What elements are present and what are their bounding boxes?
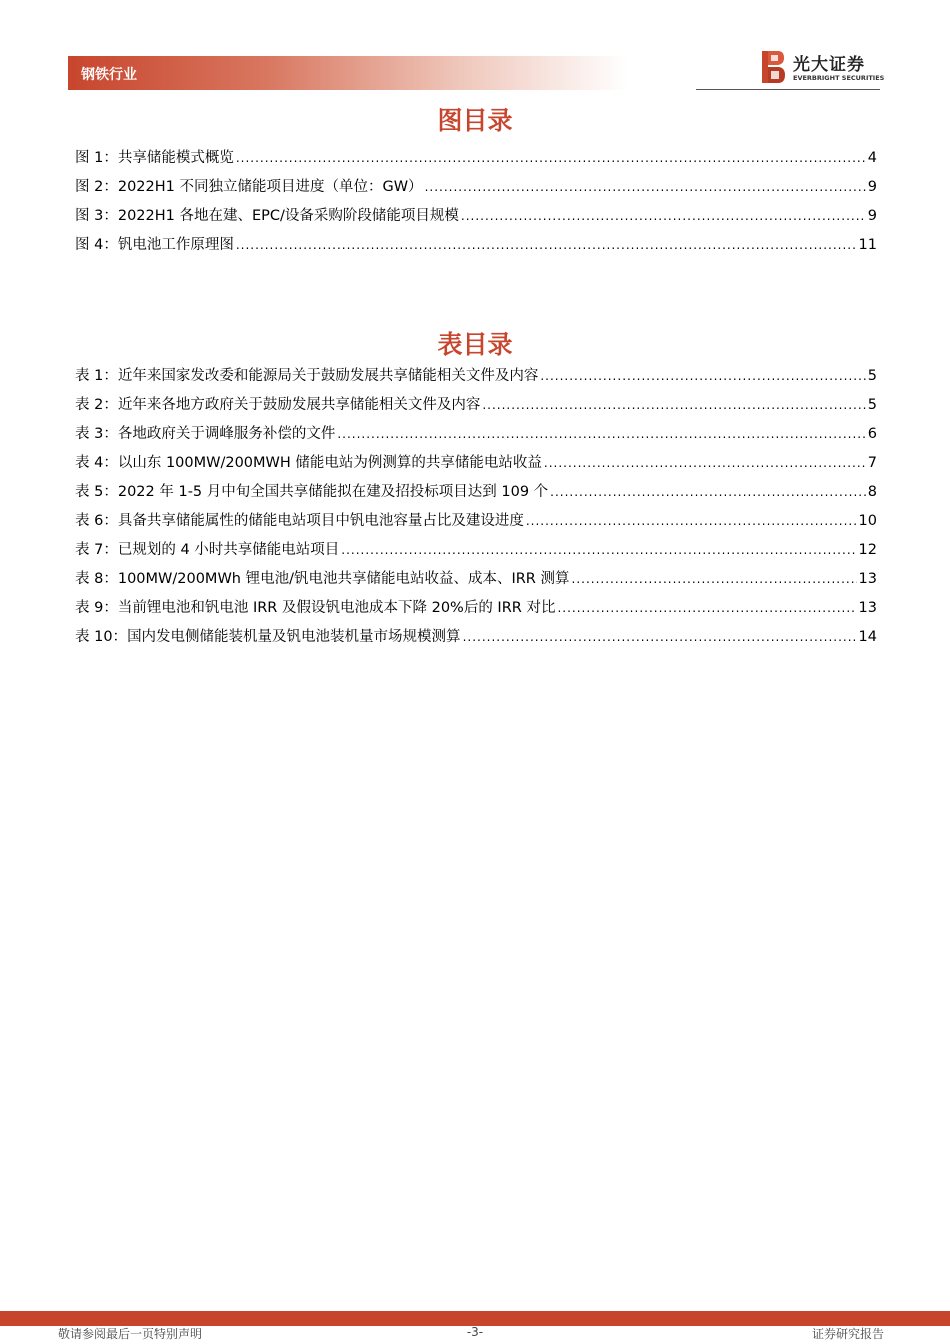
toc-entry-text: 以山东 100MW/200MWH 储能电站为例测算的共享储能电站收益 xyxy=(117,455,542,471)
toc-entry-page: 9 xyxy=(867,179,877,195)
toc-entry[interactable] xyxy=(75,177,877,206)
toc-entry-label: 表 10： xyxy=(75,629,128,645)
toc-entry-page: 11 xyxy=(858,237,877,253)
brand-name: 光大证券 xyxy=(793,55,865,75)
toc-entry[interactable] xyxy=(75,598,877,627)
table-toc-title: 表目录 xyxy=(437,330,513,359)
toc-entry-page: 12 xyxy=(858,542,877,558)
toc-entry-page: 10 xyxy=(858,513,877,529)
toc-entry-text: 当前锂电池和钒电池 IRR 及假设钒电池成本下降 20%后的 IRR 对比 xyxy=(117,600,556,616)
footer-page-number: -3- xyxy=(466,1325,484,1339)
toc-entry-page: 9 xyxy=(867,208,877,224)
toc-entry-label: 图 1： xyxy=(75,150,118,166)
industry-label: 钢铁行业 xyxy=(81,67,137,83)
brand-logo xyxy=(760,49,885,87)
toc-entry[interactable] xyxy=(75,627,877,656)
toc-entry[interactable] xyxy=(75,569,877,598)
toc-entry-page: 6 xyxy=(867,426,877,442)
toc-entry-label: 表 1： xyxy=(75,368,118,384)
toc-entry-page: 13 xyxy=(858,600,877,616)
toc-entry-label: 表 8： xyxy=(75,571,118,587)
toc-entry-label: 表 7： xyxy=(75,542,118,558)
brand-name-en: EVERBRIGHT SECURITIES xyxy=(793,74,885,82)
toc-entry-text: 2022 年 1-5 月中旬全国共享储能拟在建及招投标项目达到 109 个 xyxy=(117,484,549,500)
toc-entry-label: 图 3： xyxy=(75,208,118,224)
dot-leader xyxy=(461,206,866,226)
toc-entry-text: 具备共享储能属性的储能电站项目中钒电池容量占比及建设进度 xyxy=(117,513,524,529)
footer-disclaimer: 敬请参阅最后一页特别声明 xyxy=(58,1327,203,1341)
toc-entry-label: 表 9： xyxy=(75,600,118,616)
toc-entry-page: 14 xyxy=(858,629,877,645)
toc-entry-text: 国内发电侧储能装机量及钒电池装机量市场规模测算 xyxy=(127,629,461,645)
toc-entry-page: 8 xyxy=(867,484,877,500)
toc-entry-label: 表 6： xyxy=(75,513,118,529)
toc-entry-label: 图 2： xyxy=(75,179,118,195)
toc-entry-text: 近年来各地方政府关于鼓励发展共享储能相关文件及内容 xyxy=(117,397,481,413)
dot-leader xyxy=(572,569,857,589)
toc-entry[interactable] xyxy=(75,235,877,264)
toc-entry[interactable] xyxy=(75,395,877,424)
toc-entry[interactable] xyxy=(75,424,877,453)
toc-entry-text: 共享储能模式概览 xyxy=(117,150,234,166)
toc-entry[interactable] xyxy=(75,511,877,540)
dot-leader xyxy=(236,235,857,255)
dot-leader xyxy=(544,453,866,473)
toc-entry[interactable] xyxy=(75,366,877,395)
dot-leader xyxy=(425,177,866,197)
figure-toc-list xyxy=(75,148,877,264)
header-band xyxy=(68,56,628,90)
toc-entry[interactable] xyxy=(75,482,877,511)
everbright-logo-icon xyxy=(760,49,786,85)
toc-entry[interactable] xyxy=(75,540,877,569)
toc-entry-text: 100MW/200MWh 锂电池/钒电池共享储能电站收益、成本、IRR 测算 xyxy=(117,571,570,587)
dot-leader xyxy=(550,482,866,502)
toc-entry-text: 各地政府关于调峰服务补偿的文件 xyxy=(117,426,336,442)
footer-doc-type: 证券研究报告 xyxy=(811,1327,884,1341)
dot-leader xyxy=(337,424,865,444)
toc-entry-page: 13 xyxy=(858,571,877,587)
dot-leader xyxy=(236,148,866,168)
figure-toc-title: 图目录 xyxy=(437,106,513,135)
table-toc-list xyxy=(75,366,877,656)
dot-leader xyxy=(557,598,856,618)
toc-entry-page: 5 xyxy=(867,397,877,413)
toc-entry-text: 2022H1 各地在建、EPC/设备采购阶段储能项目规模 xyxy=(117,208,459,224)
dot-leader xyxy=(482,395,865,415)
dot-leader xyxy=(341,540,856,560)
toc-entry-label: 图 4： xyxy=(75,237,118,253)
toc-entry[interactable] xyxy=(75,453,877,482)
toc-entry-text: 已规划的 4 小时共享储能电站项目 xyxy=(117,542,340,558)
toc-entry[interactable] xyxy=(75,206,877,235)
toc-entry-text: 2022H1 不同独立储能项目进度（单位：GW） xyxy=(117,179,423,195)
toc-entry-text: 近年来国家发改委和能源局关于鼓励发展共享储能相关文件及内容 xyxy=(117,368,539,384)
header-rule xyxy=(696,89,880,90)
toc-entry-label: 表 5： xyxy=(75,484,118,500)
toc-entry-label: 表 2： xyxy=(75,397,118,413)
dot-leader xyxy=(540,366,865,386)
dot-leader xyxy=(526,511,857,531)
toc-entry-label: 表 4： xyxy=(75,455,118,471)
dot-leader xyxy=(463,627,857,647)
toc-entry-page: 4 xyxy=(867,150,877,166)
toc-entry-page: 7 xyxy=(867,455,877,471)
toc-entry-label: 表 3： xyxy=(75,426,118,442)
toc-entry-page: 5 xyxy=(867,368,877,384)
toc-entry-text: 钒电池工作原理图 xyxy=(117,237,234,253)
toc-entry[interactable] xyxy=(75,148,877,177)
